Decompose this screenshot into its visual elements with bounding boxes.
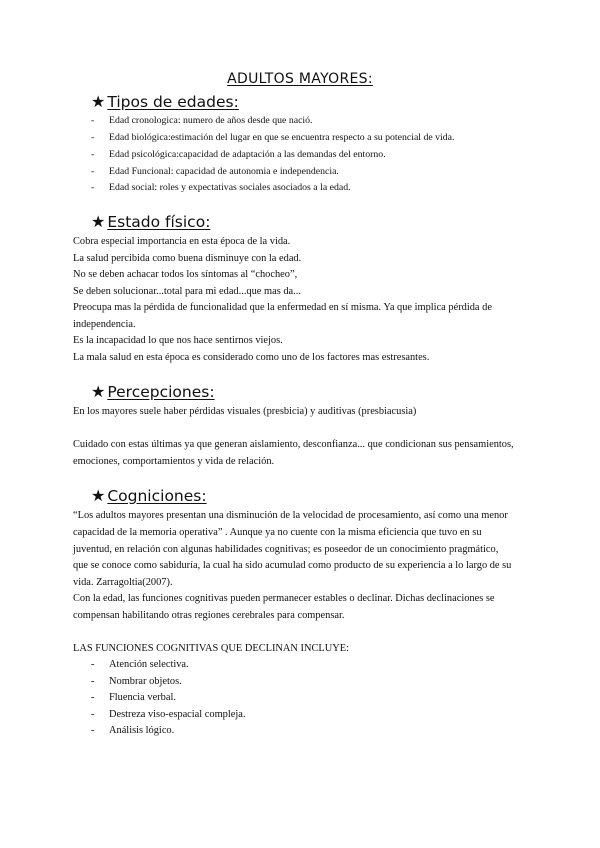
text-line: “Los adultos mayores presentan una disminución de la velocidad de procesamiento, así como una menor <box>73 510 508 521</box>
list-item <box>0 691 600 704</box>
text-line: emociones, comportamientos y vida de relación. <box>73 456 275 467</box>
bullet-dash: - <box>91 659 95 670</box>
bullet-dash: - <box>91 692 95 703</box>
heading-text: Percepciones: <box>107 383 215 401</box>
list-item-text: Nombrar objetos. <box>109 676 182 687</box>
text-line: La salud percibida como buena disminuye con la edad. <box>73 253 302 264</box>
text-line: juventud, en relación con algunas habilidades cognitivas; es poseedor de un conocimiento pragmático, <box>73 544 499 555</box>
text-line: Con la edad, las funciones cognitivas pueden permanecer estables o declinar. Dichas declinaciones se <box>73 593 495 604</box>
heading-text: Cogniciones: <box>107 487 207 505</box>
list-item <box>0 165 600 178</box>
heading-percepciones <box>91 382 215 401</box>
heading-text: Tipos de edades: <box>107 93 239 111</box>
list-item-text: Destreza viso-espacial compleja. <box>109 709 246 720</box>
bullet-dash: - <box>91 725 95 736</box>
text-line: Es la incapacidad lo que nos hace sentirnos viejos. <box>73 335 283 346</box>
list-item <box>0 658 600 671</box>
list-item <box>0 708 600 721</box>
text-line: independencia. <box>73 319 136 330</box>
text-line: capacidad de la memoria operativa” . Aunque ya no cuente con la misma eficiencia que tuvo en su <box>73 527 482 538</box>
heading-text: Estado físico: <box>107 213 211 231</box>
star-icon: ★ <box>91 92 106 111</box>
text-line: compensan habilitando otras regiones cerebrales para compensar. <box>73 610 345 621</box>
heading-estado-fisico <box>91 212 210 231</box>
list-item <box>0 724 600 737</box>
list-item-text: Análisis lógico. <box>109 725 175 736</box>
list-item-text: Edad social: roles y expectativas sociales asociados a la edad. <box>109 182 351 193</box>
bullet-dash: - <box>91 182 95 193</box>
text-line: que se conoce como sabiduría, la cual ha sido acumulad como producto de su experiencia a lo largo de su <box>73 560 512 571</box>
text-line: En los mayores suele haber pérdidas visuales (presbicia) y auditivas (presbiacusia) <box>73 406 417 417</box>
page-title: ADULTOS MAYORES: <box>227 71 373 87</box>
list-item <box>0 148 600 161</box>
star-icon: ★ <box>91 212 106 231</box>
list-title-funciones: LAS FUNCIONES COGNITIVAS QUE DECLINAN INCLUYE: <box>73 643 350 654</box>
text-line: La mala salud en esta época es considerado como uno de los factores mas estresantes. <box>73 352 430 363</box>
text-line: vida. Zarragoltia(2007). <box>73 577 173 588</box>
list-item-text: Edad cronologica: numero de años desde que nació. <box>109 115 313 126</box>
list-item-text: Atención selectiva. <box>109 659 189 670</box>
list-item <box>0 131 600 144</box>
text-line: Cobra especial importancia en esta época de la vida. <box>73 236 291 247</box>
heading-cogniciones <box>91 486 207 505</box>
star-icon: ★ <box>91 486 106 505</box>
bullet-dash: - <box>91 149 95 160</box>
text-line: Cuidado con estas últimas ya que generan aislamiento, desconfianza... que condicionan sus pensamientos, <box>73 439 514 450</box>
list-item <box>0 114 600 127</box>
text-line: Se deben solucionar...total para mi edad...que mas da... <box>73 286 301 297</box>
list-item <box>0 181 600 194</box>
text-line: Preocupa mas la pérdida de funcionalidad que la enfermedad en sí misma. Ya que implica pérdida de <box>73 302 492 313</box>
list-item-text: Edad psicológica:capacidad de adaptación a las demandas del entorno. <box>109 149 386 160</box>
list-item-text: Edad Funcional: capacidad de autonomia e independencia. <box>109 166 339 177</box>
star-icon: ★ <box>91 382 106 401</box>
list-item-text: Fluencia verbal. <box>109 692 176 703</box>
list-item <box>0 675 600 688</box>
heading-tipos-de-edades <box>91 92 239 111</box>
bullet-dash: - <box>91 115 95 126</box>
bullet-dash: - <box>91 132 95 143</box>
text-line: No se deben achacar todos los síntomas al “chocheo”, <box>73 269 298 280</box>
list-item-text: Edad biológica:estimación del lugar en que se encuentra respecto a su potencial de vida. <box>109 132 455 143</box>
bullet-dash: - <box>91 676 95 687</box>
bullet-dash: - <box>91 709 95 720</box>
bullet-dash: - <box>91 166 95 177</box>
